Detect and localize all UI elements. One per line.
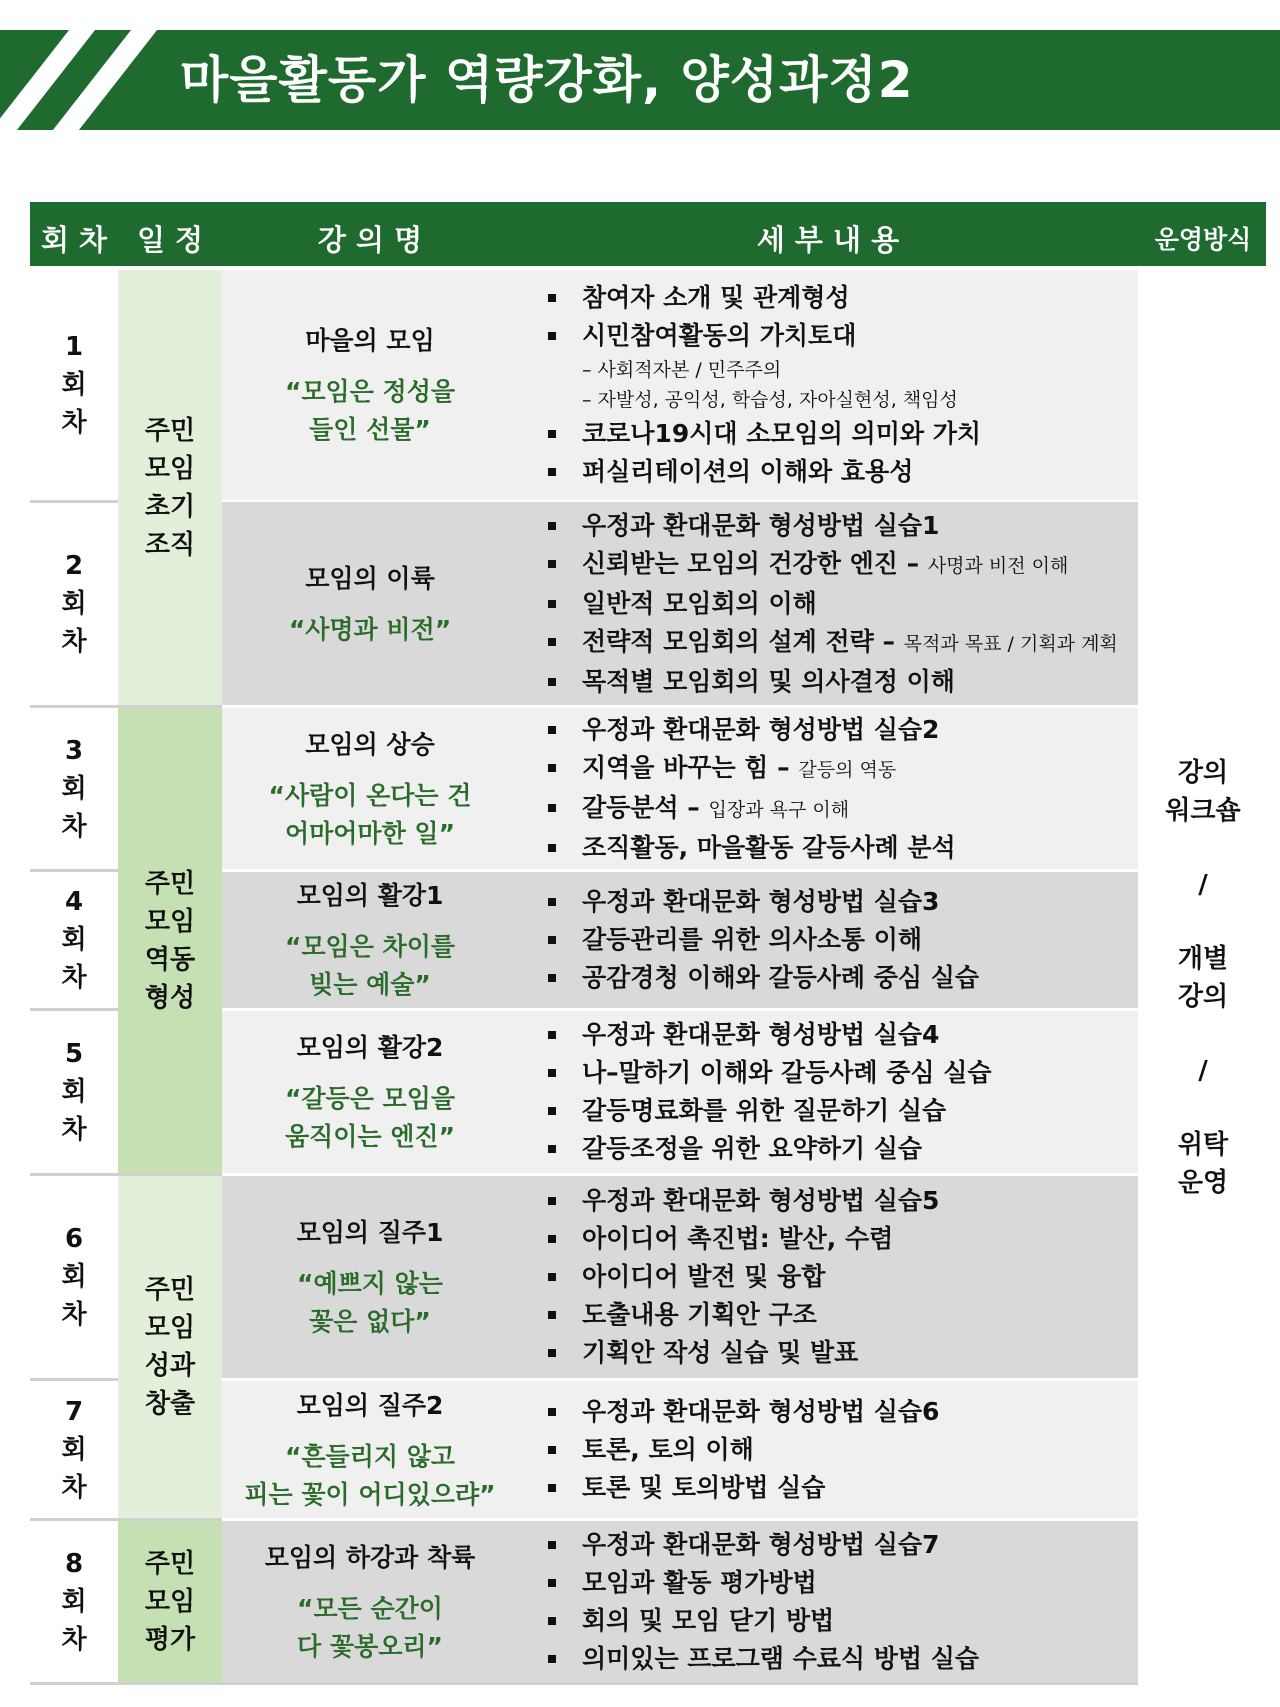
lecture-cell — [222, 1011, 518, 1173]
detail-item: 우정과 환대문화 형성방법 실습4 — [548, 1016, 1168, 1054]
detail-cell — [518, 1011, 1168, 1173]
schedule-cell: 주민 모임 초기 조직 — [144, 415, 196, 560]
detail-item: 토론, 토의 이해 — [548, 1431, 1168, 1469]
detail-cell — [518, 1521, 1168, 1682]
lecture-cell — [222, 502, 518, 705]
detail-item: 기획안 작성 실습 및 발표 — [548, 1334, 1168, 1372]
detail-item: 우정과 환대문화 형성방법 실습6 — [548, 1393, 1168, 1431]
detail-item: 아이디어 촉진법: 발산, 수렴 — [548, 1220, 1168, 1258]
lecture-quote: “사명과 비전” — [288, 614, 452, 644]
lecture-quote: 움직이는 엔진” — [284, 1122, 456, 1151]
detail-item: 전략적 모임회의 설계 전략 – 목적과 목표 / 기획과 계획 — [548, 623, 1168, 663]
row-divider — [30, 1682, 1138, 1685]
header-lecture: 강 의 명 — [317, 223, 423, 257]
detail-item: 갈등조정을 위한 요약하기 실습 — [548, 1130, 1168, 1168]
detail-cell — [518, 708, 1168, 869]
detail-subitem: – 자발성, 공익성, 학습성, 자아실현성, 책임성 — [582, 389, 958, 411]
detail-item: 우정과 환대문화 형성방법 실습2 — [548, 711, 1168, 749]
detail-item: 일반적 모임회의 이해 — [548, 585, 1168, 623]
lecture-quote: 빚는 예술” — [309, 970, 431, 999]
detail-item: 우정과 환대문화 형성방법 실습5 — [548, 1182, 1168, 1220]
schedule-cell: 주민 모임 평가 — [144, 1548, 196, 1655]
lecture-quote: 어마어마한 일” — [284, 818, 456, 848]
detail-item: 회의 및 모임 닫기 방법 — [548, 1602, 1168, 1640]
lecture-quote: “모든 순간이 — [297, 1593, 443, 1623]
detail-item: 코로나19시대 소모임의 의미와 가치 — [548, 415, 1168, 453]
detail-item: 아이디어 발전 및 융합 — [548, 1258, 1168, 1296]
header-method: 운영방식 — [1154, 225, 1252, 254]
detail-item: 의미있는 프로그램 수료식 방법 실습 — [548, 1640, 1168, 1678]
detail-cell — [518, 1176, 1168, 1378]
schedule-cell: 주민 모임 역동 형성 — [144, 868, 196, 1013]
method-text: 위탁 — [1177, 1129, 1229, 1160]
header-detail: 세 부 내 용 — [756, 223, 900, 257]
page-title: 마을활동가 역량강화, 양성과정2 — [180, 51, 914, 109]
detail-cell — [518, 502, 1168, 705]
header-schedule: 일 정 — [136, 223, 204, 257]
detail-item: 공감경청 이해와 갈등사례 중심 실습 — [548, 959, 1168, 997]
lecture-cell — [222, 270, 518, 500]
round-cell: 6 회 차 — [61, 1224, 87, 1330]
detail-item: 퍼실리테이션의 이해와 효용성 — [548, 453, 1168, 491]
detail-item: 모임과 활동 평가방법 — [548, 1564, 1168, 1602]
detail-item: 우정과 환대문화 형성방법 실습7 — [548, 1526, 1168, 1564]
lecture-title: 모임의 활강1 — [296, 881, 444, 910]
lecture-title: 모임의 이륙 — [305, 563, 435, 593]
method-text: 운영 — [1177, 1167, 1229, 1198]
method-separator: / — [1198, 1055, 1208, 1086]
detail-item: 갈등명료화를 위한 질문하기 실습 — [548, 1092, 1168, 1130]
round-cell: 1 회 차 — [61, 332, 87, 438]
lecture-title: 모임의 활강2 — [296, 1033, 444, 1062]
round-cell: 3 회 차 — [61, 735, 87, 842]
detail-item: 시민참여활동의 가치토대 — [548, 317, 1168, 355]
method-text: 강의 — [1177, 981, 1229, 1012]
lecture-quote: 피는 꽃이 어디있으랴” — [244, 1479, 496, 1509]
round-cell: 4 회 차 — [61, 887, 87, 993]
method-cell — [1140, 270, 1266, 1685]
detail-item: 신뢰받는 모임의 건강한 엔진 – 사명과 비전 이해 — [548, 545, 1168, 585]
lecture-cell — [222, 1521, 518, 1682]
detail-cell — [518, 270, 1168, 500]
detail-cell — [518, 1381, 1168, 1518]
lecture-quote: “모임은 차이를 — [284, 932, 456, 961]
round-cell: 8 회 차 — [61, 1548, 87, 1655]
header-round: 회 차 — [40, 223, 108, 257]
method-text: 강의 — [1177, 757, 1229, 788]
lecture-quote: 들인 선물” — [309, 415, 431, 444]
schedule-cell: 주민 모임 성과 창출 — [144, 1275, 196, 1419]
lecture-cell — [222, 872, 518, 1008]
lecture-title: 모임의 질주2 — [296, 1390, 444, 1420]
lecture-title: 마을의 모임 — [305, 326, 435, 355]
detail-item: 토론 및 토의방법 실습 — [548, 1469, 1168, 1507]
detail-subitem: – 사회적자본 / 민주주의 — [582, 359, 782, 381]
lecture-title: 모임의 상승 — [305, 729, 435, 759]
lecture-quote: “사람이 온다는 건 — [268, 780, 472, 810]
method-text: 워크숍 — [1165, 795, 1241, 826]
detail-item: 참여자 소개 및 관계형성 — [548, 279, 1168, 317]
lecture-title: 모임의 질주1 — [296, 1218, 444, 1247]
lecture-cell — [222, 1381, 518, 1518]
lecture-quote: “모임은 정성을 — [284, 377, 456, 406]
detail-cell — [518, 872, 1168, 1008]
detail-item: 도출내용 기획안 구조 — [548, 1296, 1168, 1334]
detail-item: 우정과 환대문화 형성방법 실습1 — [548, 507, 1168, 545]
lecture-cell — [222, 1176, 518, 1378]
round-cell: 5 회 차 — [61, 1039, 87, 1145]
method-separator: / — [1198, 869, 1208, 900]
lecture-quote: “예쁘지 않는 — [297, 1269, 443, 1298]
lecture-quote: “흔들리지 않고 — [284, 1441, 456, 1471]
lecture-cell — [222, 708, 518, 869]
round-cell: 7 회 차 — [61, 1396, 87, 1503]
lecture-title: 모임의 하강과 착륙 — [264, 1542, 476, 1572]
round-cell: 2 회 차 — [61, 550, 87, 657]
detail-item: 목적별 모임회의 및 의사결정 이해 — [548, 663, 1168, 701]
lecture-quote: “갈등은 모임을 — [284, 1084, 456, 1113]
detail-item: 갈등관리를 위한 의사소통 이해 — [548, 921, 1168, 959]
detail-item: 우정과 환대문화 형성방법 실습3 — [548, 883, 1168, 921]
detail-item: 나–말하기 이해와 갈등사례 중심 실습 — [548, 1054, 1168, 1092]
lecture-quote: 꽃은 없다” — [309, 1307, 431, 1336]
detail-item: 지역을 바꾸는 힘 – 갈등의 역동 — [548, 749, 1168, 789]
detail-item: 조직활동, 마을활동 갈등사례 분석 — [548, 829, 1168, 867]
method-text: 개별 — [1177, 943, 1229, 974]
lecture-quote: 다 꽃봉오리” — [297, 1631, 443, 1661]
detail-item: 갈등분석 – 입장과 욕구 이해 — [548, 789, 1168, 829]
